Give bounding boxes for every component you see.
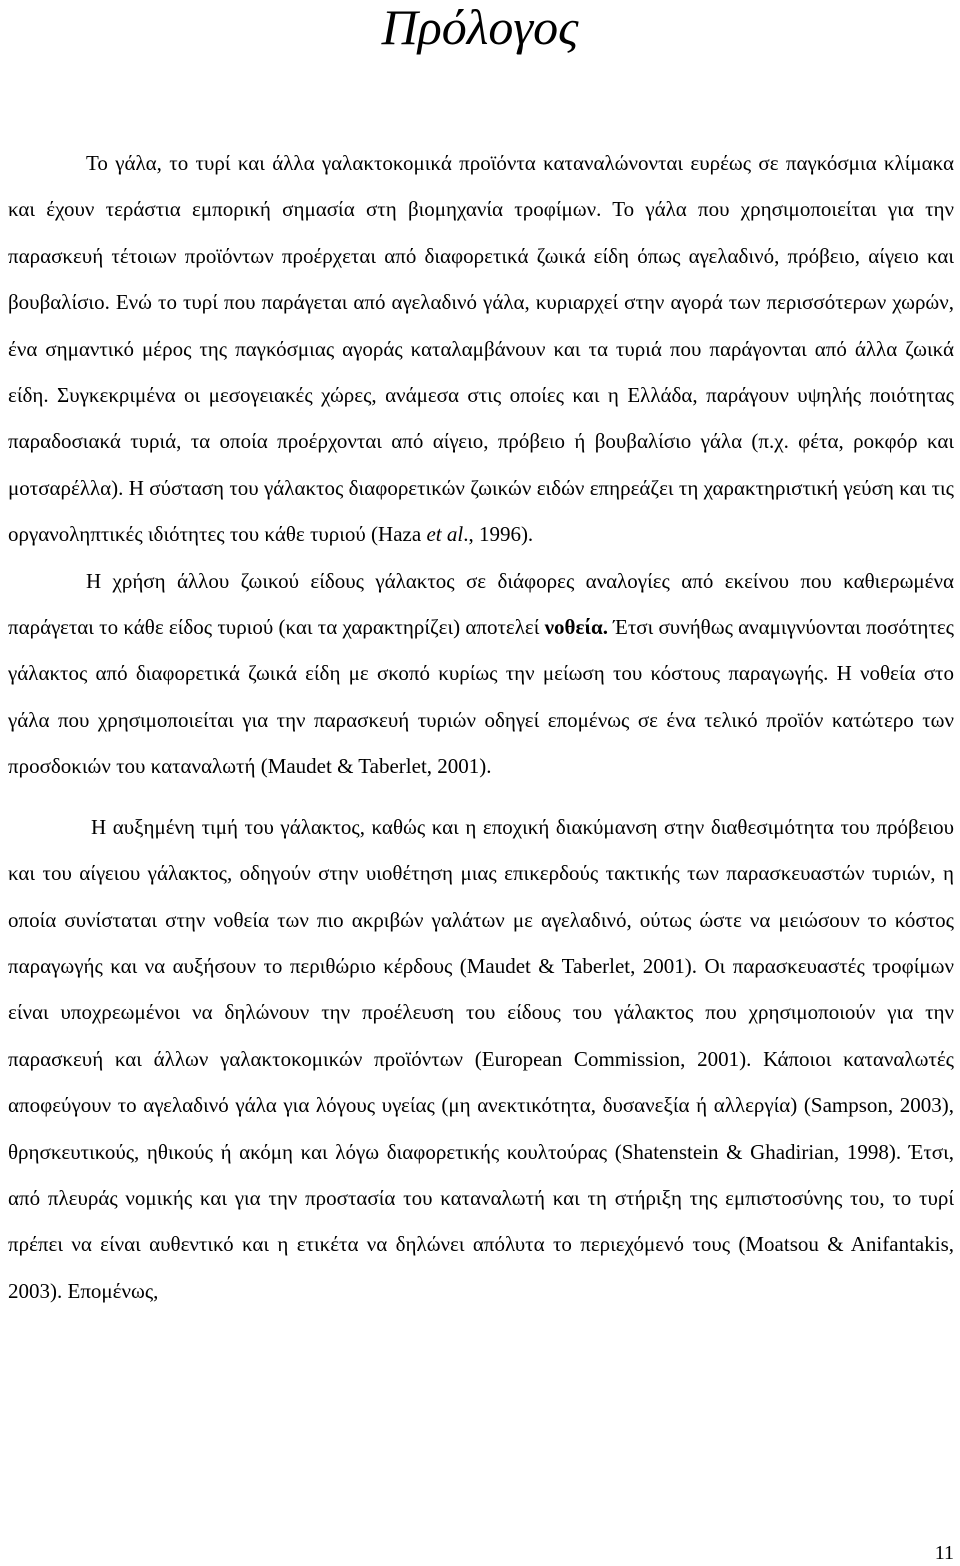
paragraph-3 [8,804,954,1314]
paragraph-1 [8,140,954,558]
paragraph-2-text-cont: Έτσι συνήθως αναμιγνύονται ποσότητες γάλακτος από διαφορετικά ζωικά είδη με σκοπό κυρίως την μείωση του κόστους παραγωγής. Η νοθεία στο γάλα που χρησιμοποιείται για την παρασκευή τυριών οδηγεί επομένως σε ένα τελικό προϊόν κατώτερο των προσδοκιών του καταναλωτή (Maudet & Taberlet, 2001). [8,615,954,779]
paragraph-2-bold-term: νοθεία. [544,615,608,640]
paragraph-3-text: Η αυξημένη τιμή του γάλακτος, καθώς και η εποχική διακύμανση στην διαθεσιμότητα του πρόβειου και του αίγειου γάλακτος, οδηγούν στην υιοθέτηση μιας επικερδούς τακτικής των παρασκευαστών τυριών, η οποία συνίσταται στην νοθεία των πιο ακριβών γαλάτων με αγελαδινό, ούτως ώστε να μειώσουν το κόστος παραγωγής και να αυξήσουν το περιθώριο κέρδους (Maudet & Taberlet, 2001). Οι παρασκευαστές τροφίμων είναι υποχρεωμένοι να δηλώνουν την προέλευση του είδους του γάλακτος που χρησιμοποιούν για την παρασκευή και άλλων γαλακτοκομικών προϊόντων (European Commission, 2001). Κάποιοι καταναλωτές αποφεύγουν το αγελαδινό γάλα για λόγους υγείας (μη ανεκτικότητα, δυσανεξία ή αλλεργία) (Sampson, 2003), θρησκευτικούς, ηθικούς ή ακόμη και λόγω διαφορετικής κουλτούρας (Shatenstein & Ghadirian, 1998). Έτσι, από πλευράς νομικής και για την προστασία του καταναλωτή και τη στήριξη της εμπιστοσύνης του, το τυρί πρέπει να είναι αυθεντικό και η ετικέτα να δηλώνει απόλυτα το περιεχόμενό τους (Moatsou & Anifantakis, 2003). Επομένως, [8,814,954,1303]
page-number: 11 [934,1542,954,1564]
paragraph-1-italic-et-al: et al [426,522,464,547]
paragraph-2-text: Η χρήση άλλου ζωικού είδους γάλακτος σε διάφορες αναλογίες από εκείνου που καθιερωμένα παράγεται το κάθε είδος τυριού (και τα χαρακτηρίζει) αποτελεί [8,568,954,640]
paragraph-2 [8,558,954,790]
paragraph-1-text: Το γάλα, το τυρί και άλλα γαλακτοκομικά προϊόντα καταναλώνονται ευρέως σε παγκόσμια κλίμακα και έχουν τεράστια εμπορική σημασία στη βιομηχανία τροφίμων. Το γάλα που χρησιμοποιείται για την παρασκευή τέτοιων προϊόντων προέρχεται από διαφορετικά ζωικά είδη όπως αγελαδινό, πρόβειο, αίγειο και βουβαλίσιο. Ενώ το τυρί που παράγεται από αγελαδινό γάλα, κυριαρχεί στην αγορά των περισσότερων χωρών, ένα σημαντικό μέρος της παγκόσμιας αγοράς καταλαμβάνουν και τα τυριά που παράγονται από άλλα ζωικά είδη. Συγκεκριμένα οι μεσογειακές χώρες, ανάμεσα στις οποίες και η Ελλάδα, παράγουν υψηλής ποιότητας παραδοσιακά τυριά, τα οποία προέρχονται από αίγειο, πρόβειο ή βουβαλίσιο γάλα (π.χ. φέτα, ροκφόρ και μοτσαρέλλα). Η σύσταση του γάλακτος διαφορετικών ζωικών ειδών επηρεάζει τη χαρακτηριστική γεύση και τις οργανοληπτικές ιδιότητες του κάθε τυριού (Haza [8,151,954,547]
paragraph-1-citation-end: ., 1996). [463,522,534,547]
body-text [8,140,954,1314]
page-title: Πρόλογος [381,0,579,55]
